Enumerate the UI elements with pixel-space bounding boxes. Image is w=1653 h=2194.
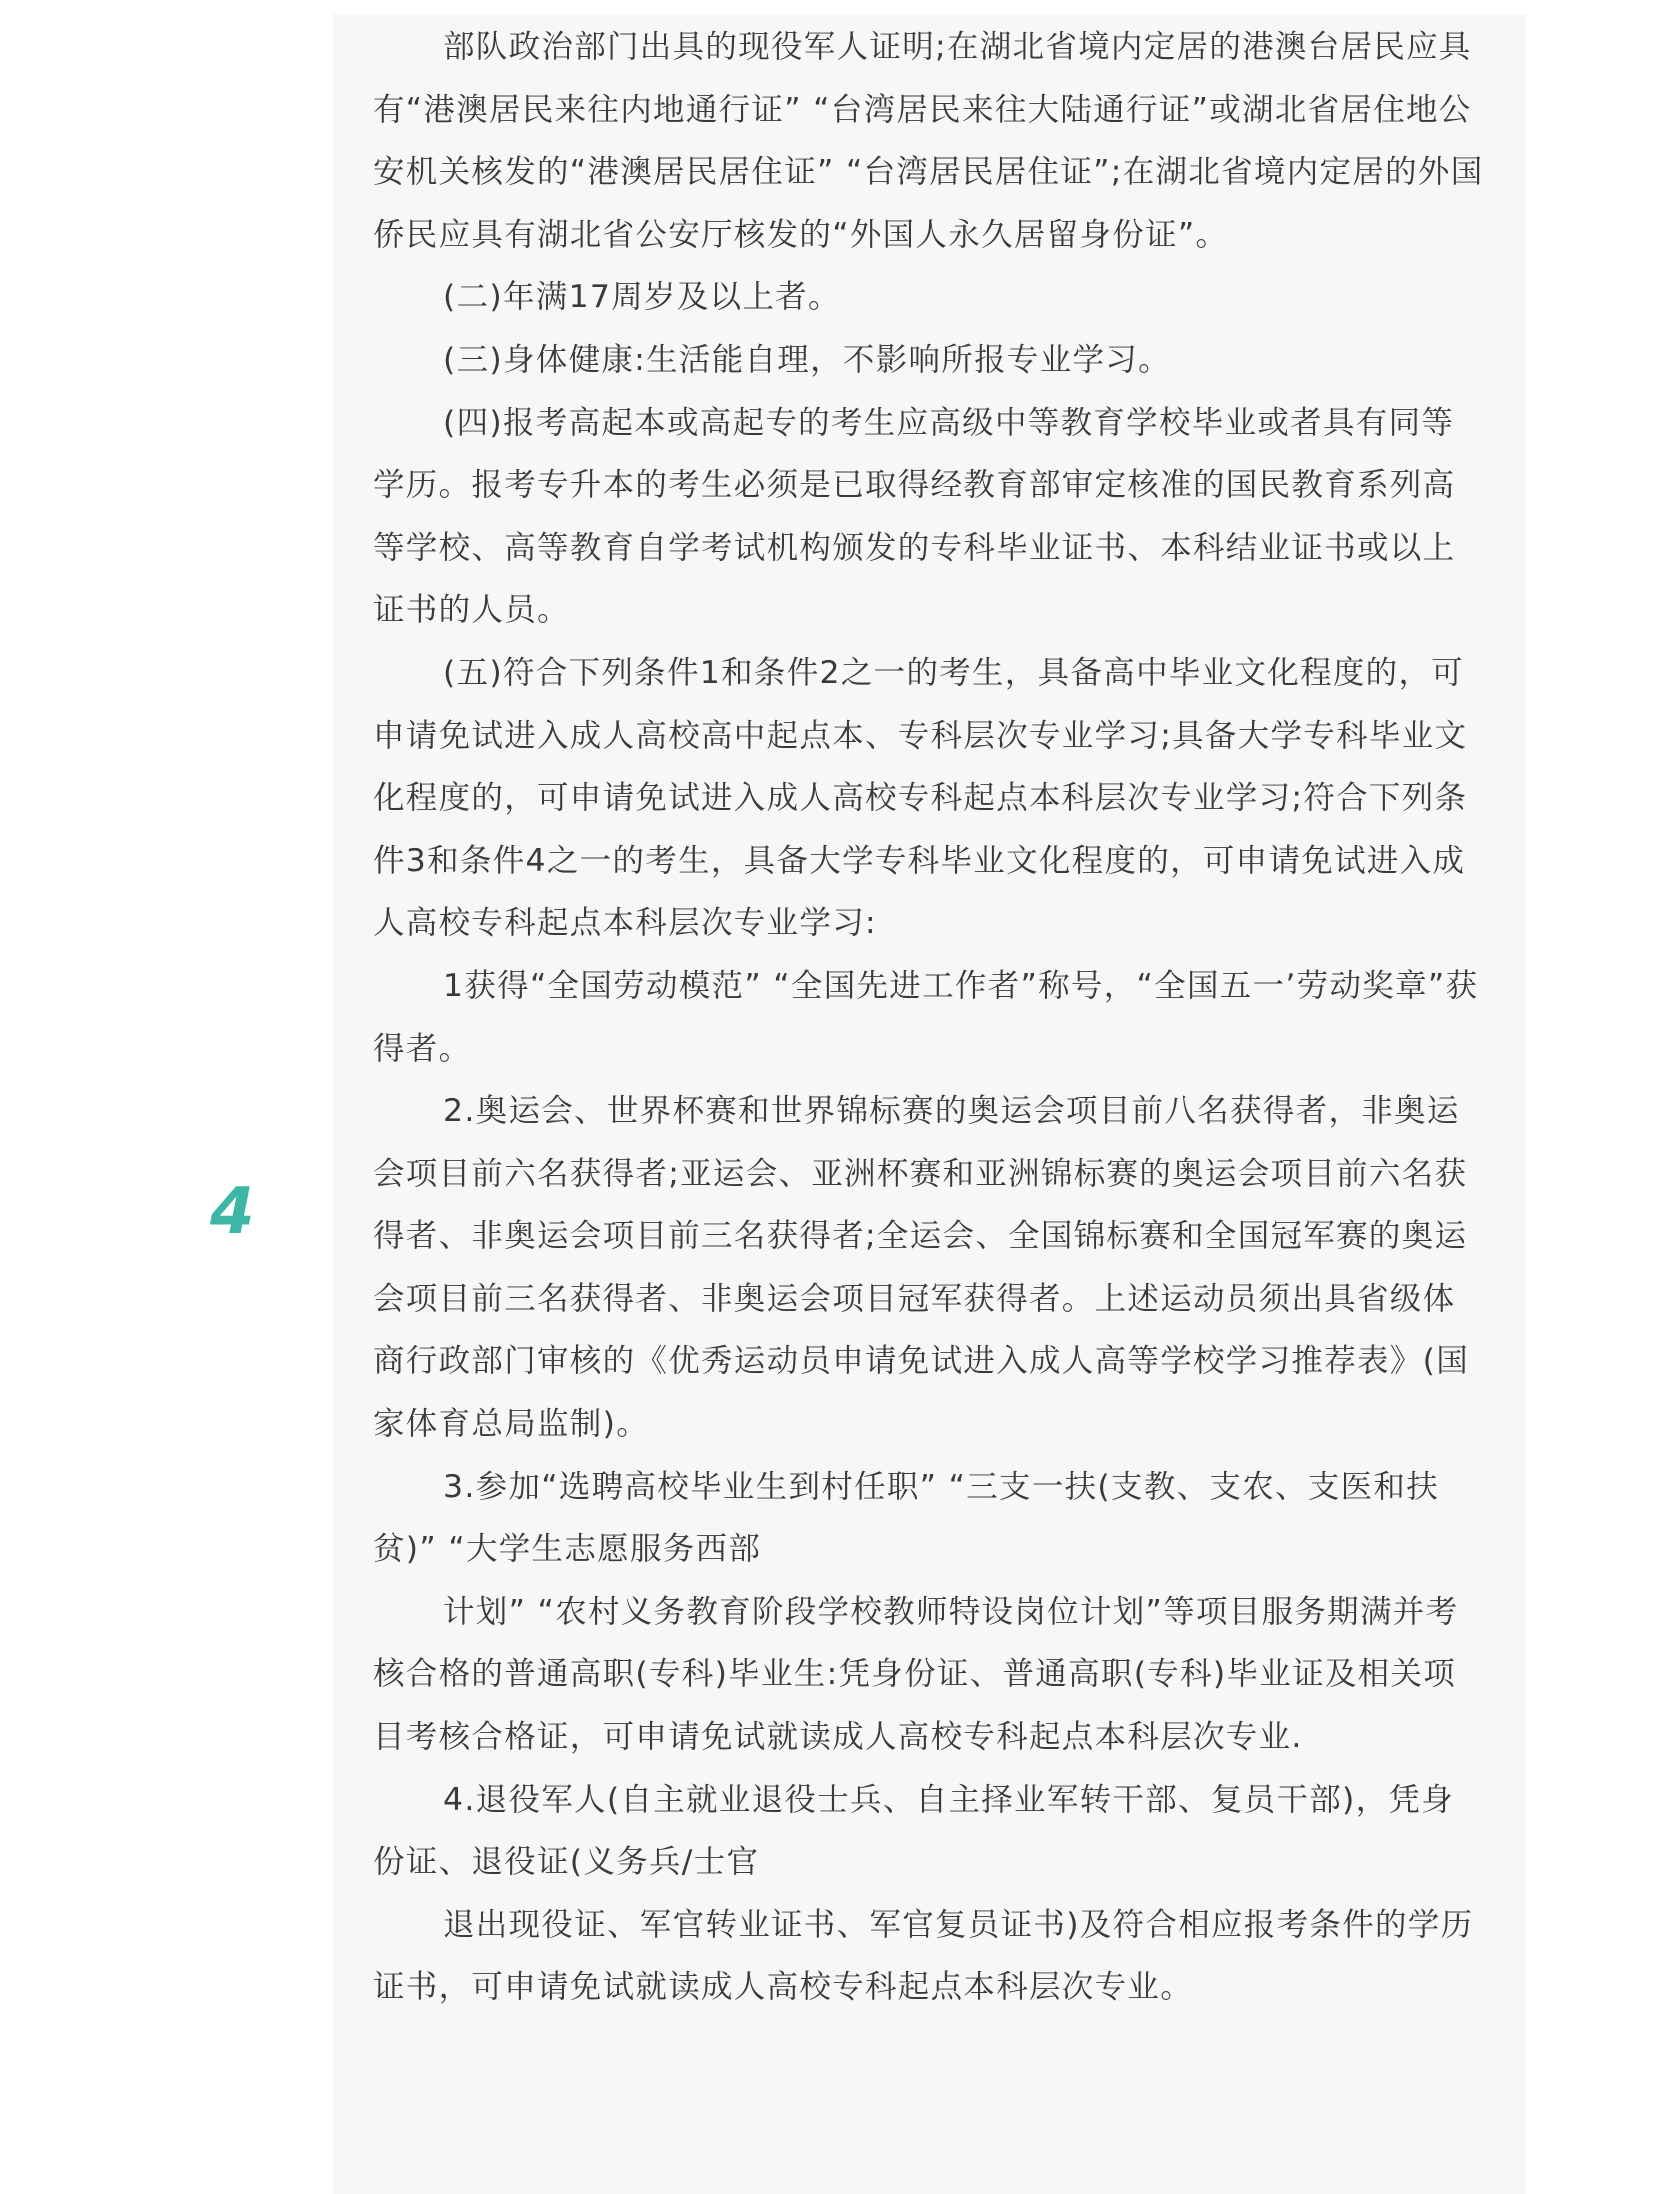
paragraph: 部队政治部门出具的现役军人证明;在湖北省境内定居的港澳台居民应具有“港澳居民来往内地通行证” “台湾居民来往大陆通行证”或湖北省居住地公安机关核发的“港澳居民居住证” “台湾居民居住证”;在湖北省境内定居的外国侨民应具有湖北省公安厅核发的“外国人永久居留身份证”。 xyxy=(373,29,1484,253)
paragraph: 3.参加“选聘高校毕业生到村任职” “三支一扶(支教、支农、支医和扶贫)” “大学生志愿服务西部 xyxy=(373,1468,1440,1568)
paragraph: 计划” “农村义务教育阶段学校教师特设岗位计划”等项目服务期满并考核合格的普通高职(专科)毕业生:凭身份证、普通高职(专科)毕业证及相关项目考核合格证，可申请免试就读成人高校专科起点本科层次专业. xyxy=(373,1593,1459,1756)
paragraph: (三)身体健康:生活能自理，不影响所报专业学习。 xyxy=(443,341,1171,378)
paragraph: (四)报考高起本或高起专的考生应高级中等教育学校毕业或者具有同等学历。报考专升本的考生必须是已取得经教育部审定核准的国民教育系列高等学校、高等教育自学考试机构颁发的专科毕业证书、本科结业证书或以上证书的人员。 xyxy=(373,404,1456,629)
paragraph: (二)年满17周岁及以上者。 xyxy=(443,279,841,316)
paragraph: 4.退役军人(自主就业退役士兵、自主择业军转干部、复员干部)，凭身份证、退役证(义务兵/士官 xyxy=(373,1781,1455,1881)
section-number: 4 xyxy=(210,1175,255,1249)
paragraph: (五)符合下列条件1和条件2之一的考生，具备高中毕业文化程度的，可申请免试进入成人高校高中起点本、专科层次专业学习;具备大学专科毕业文化程度的，可申请免试进入成人高校专科起点本科层次专业学习;符合下列条件3和条件4之一的考生，具备大学专科毕业文化程度的，可申请免试进入成人高校专科起点本科层次专业学习: xyxy=(373,654,1468,942)
paragraph: 1获得“全国劳动模范” “全国先进工作者”称号，“全国五一’劳动奖章”获得者。 xyxy=(373,967,1479,1067)
paragraph: 退出现役证、军官转业证书、军官复员证书)及符合相应报考条件的学历证书，可申请免试就读成人高校专科起点本科层次专业。 xyxy=(373,1906,1474,2006)
article-body xyxy=(373,16,1485,2019)
paragraph: 2.奥运会、世界杯赛和世界锦标赛的奥运会项目前八名获得者，非奥运会项目前六名获得者;亚运会、亚洲杯赛和亚洲锦标赛的奥运会项目前六名获得者、非奥运会项目前三名获得者;全运会、全国锦标赛和全国冠军赛的奥运会项目前三名获得者、非奥运会项目冠军获得者。上述运动员须出具省级体商行政部门审核的《优秀运动员申请免试进入成人高等学校学习推荐表》(国家体育总局监制)。 xyxy=(373,1093,1469,1443)
